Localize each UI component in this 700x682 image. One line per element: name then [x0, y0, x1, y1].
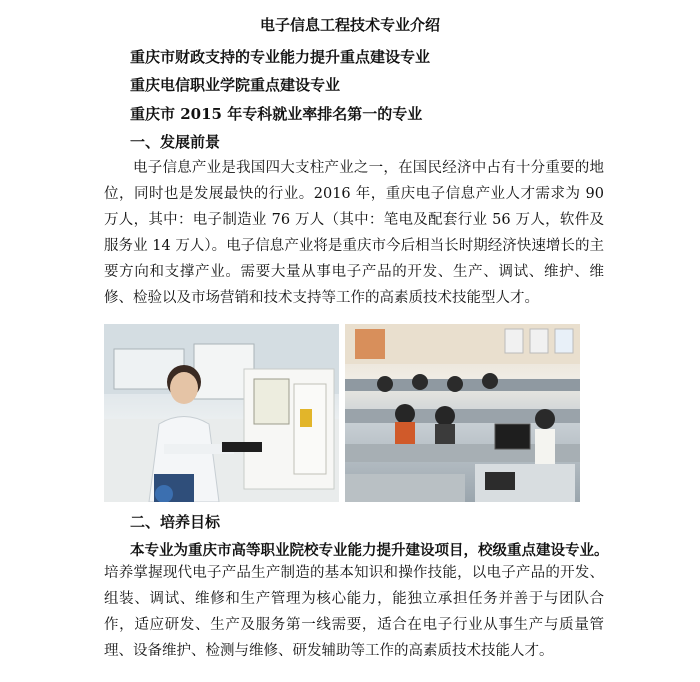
doc-title: 电子信息工程技术专业介绍 — [259, 16, 440, 34]
highlight-3: 重庆市 2015 年专科就业率排名第一的专业 — [130, 105, 423, 123]
section2-heading: 二、培养目标 — [130, 513, 221, 531]
highlight-2: 重庆电信职业学院重点建设专业 — [130, 76, 341, 94]
highlight-1: 重庆市财政支持的专业能力提升重点建设专业 — [130, 48, 431, 66]
section1-text: 电子信息产业是我国四大支柱产业之一，在国民经济中占有十分重要的地位，同时也是发展最快的行业。2016 年，重庆电子信息产业人才需求为 90 万人，其中：电子制造业 76 万人（其中：笔电及配套行业 56 万人，软件及服务业 14 万人）。电子信息产业将是重庆市今后相当长时期经济快速增长的主要方向和支撑产业。需要大量从事电子产品的开发、生产、调试、维护、维修、检验以及市场营销和技术支持等工作的高素质技术技能型人才。 — [104, 160, 604, 306]
section2-text: 培养掌握现代电子产品生产制造的基本知识和操作技能，以电子产品的开发、组装、调试、维修和生产管理为核心能力，能独立承担任务并善于与团队合作，适应研发、生产及服务第一线需要，适合在电子行业从事生产与质量管理、设备维护、检测与维修、研发辅助等工作的高素质技术技能人才。 — [104, 565, 604, 659]
lab-photo-1 — [104, 324, 339, 502]
lab-photo-2 — [345, 324, 580, 502]
photo-row — [104, 324, 580, 502]
section2-lead: 本专业为重庆市高等职业院校专业能力提升建设项目，校级重点建设专业。 — [130, 542, 609, 559]
section1-heading: 一、发展前景 — [130, 133, 221, 151]
